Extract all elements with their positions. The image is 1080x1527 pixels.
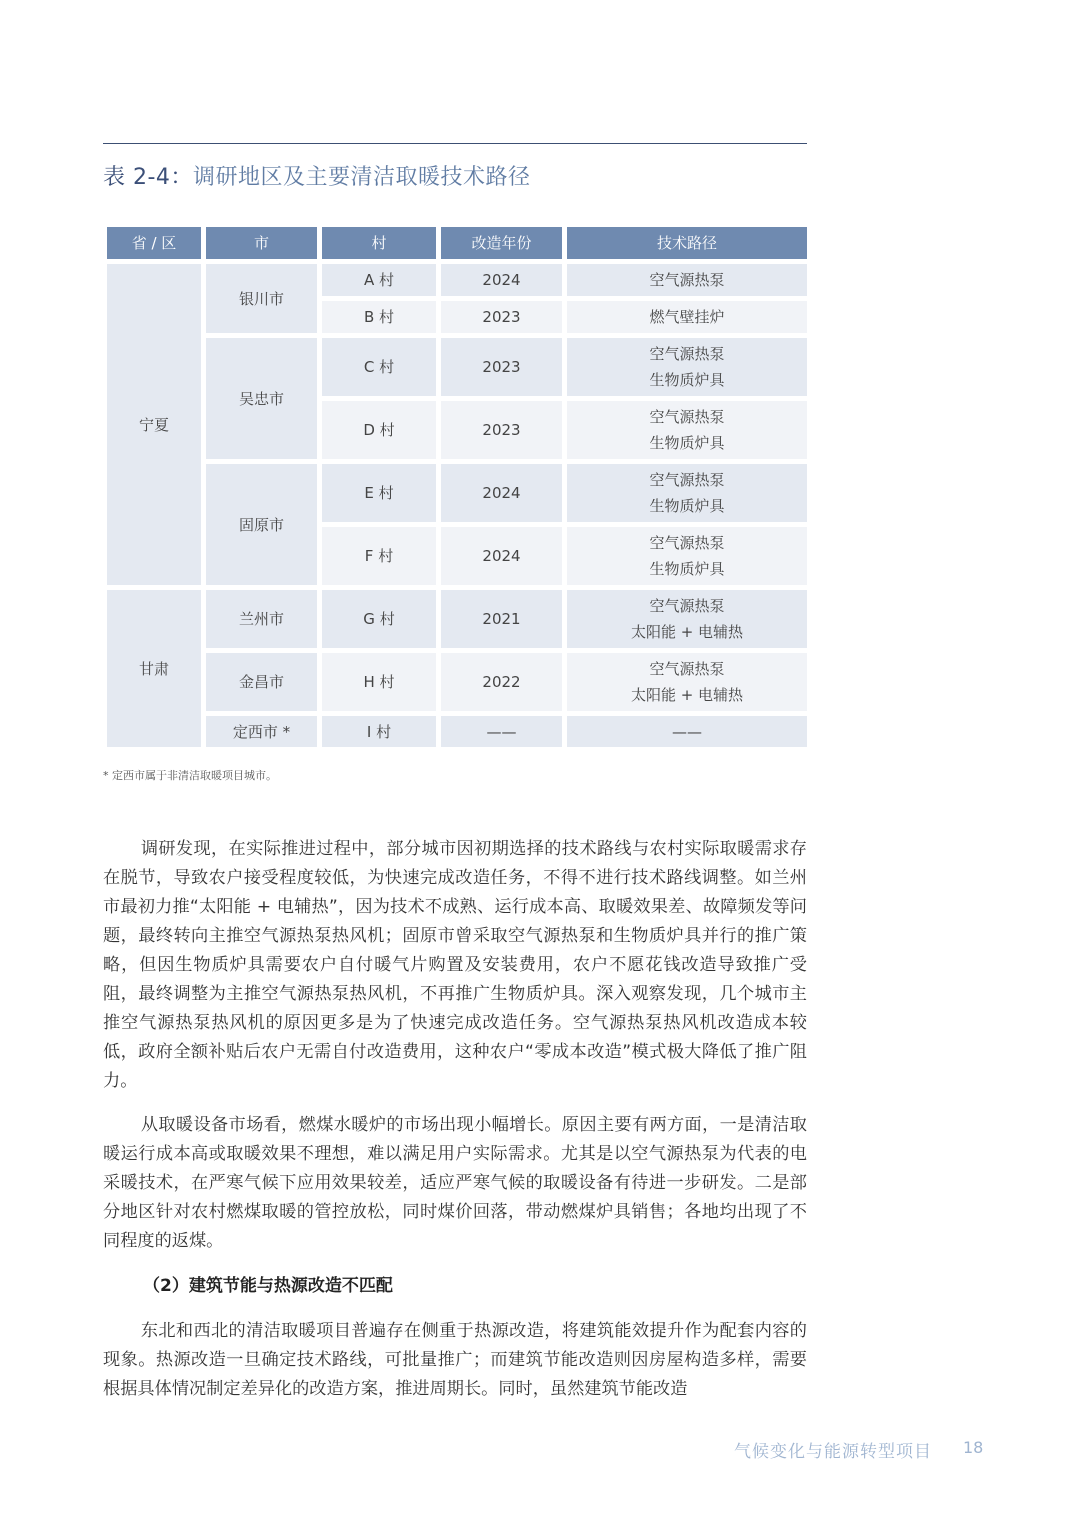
year-cell: 2024 [441,264,562,296]
year-cell: 2023 [441,401,562,459]
village-cell: I 村 [322,716,436,747]
tech-line: 空气源热泵 [649,597,725,615]
header-year: 改造年份 [441,227,562,259]
province-cell: 甘肃 [107,590,201,747]
header-tech: 技术路径 [567,227,807,259]
year-cell: —— [441,716,562,747]
header-city: 市 [206,227,317,259]
year-cell: 2024 [441,464,562,522]
tech-cell [567,464,807,522]
year-cell: 2021 [441,590,562,648]
body-paragraph-3 [103,1317,807,1404]
paragraph-text: 从取暖设备市场看，燃煤水暖炉的市场出现小幅增长。原因主要有两方面，一是清洁取暖运行成本高或取暖效果不理想，难以满足用户实际需求。尤其是以空气源热泵为代表的电采暖技术，在严寒气候下应用效果较差，适应严寒气候的取暖设备有待进一步研发。二是部分地区针对农村燃煤取暖的管控放松，同时煤价回落，带动燃煤炉具销售；各地均出现了不同程度的返煤。 [103,1115,807,1251]
body-paragraph-1 [103,835,807,1096]
city-cell: 固原市 [206,464,317,585]
village-cell: H 村 [322,653,436,711]
city-cell: 金昌市 [206,653,317,711]
village-cell: F 村 [322,527,436,585]
tech-cell [567,301,807,333]
data-table [107,227,807,747]
year-cell: 2023 [441,301,562,333]
year-cell: 2024 [441,527,562,585]
tech-line: 空气源热泵 [649,345,725,363]
tech-line: 太阳能 + 电辅热 [630,686,744,704]
tech-line: —— [672,722,702,741]
body-paragraph-2 [103,1111,807,1256]
city-cell: 定西市 * [206,716,317,747]
tech-cell [567,716,807,747]
village-cell: B 村 [322,301,436,333]
tech-line: 生物质炉具 [649,371,725,389]
tech-line: 空气源热泵 [649,271,725,289]
village-cell: A 村 [322,264,436,296]
page-number: 18 [963,1438,984,1457]
table-title-text: 调研地区及主要清洁取暖技术路径 [192,165,531,190]
paragraph-text: 东北和西北的清洁取暖项目普遍存在侧重于热源改造，将建筑能效提升作为配套内容的现象。热源改造一旦确定技术路线，可批量推广；而建筑节能改造则因房屋构造多样，需要根据具体情况制定差异化的改造方案，推进周期长。同时，虽然建筑节能改造 [103,1321,807,1399]
city-cell: 兰州市 [206,590,317,648]
section-subheading: （2）建筑节能与热源改造不匹配 [143,1276,393,1296]
tech-line: 空气源热泵 [649,408,725,426]
tech-line: 空气源热泵 [649,471,725,489]
footer-project-title: 气候变化与能源转型项目 [734,1442,932,1462]
tech-cell [567,590,807,648]
year-cell: 2022 [441,653,562,711]
village-cell: E 村 [322,464,436,522]
tech-line: 生物质炉具 [649,434,725,452]
tech-cell [567,264,807,296]
tech-line: 太阳能 + 电辅热 [630,623,744,641]
tech-line: 生物质炉具 [649,560,725,578]
year-cell: 2023 [441,338,562,396]
village-cell: D 村 [322,401,436,459]
city-cell: 吴忠市 [206,338,317,459]
paragraph-text: 调研发现，在实际推进过程中，部分城市因初期选择的技术路线与农村实际取暖需求存在脱节，导致农户接受程度较低，为快速完成改造任务，不得不进行技术路线调整。如兰州市最初力推“太阳能 + 电辅热”，因为技术不成熟、运行成本高、取暖效果差、故障频发等问题，最终转向主推空气源热泵热风机；固原市曾采取空气源热泵和生物质炉具并行的推广策略，但因生物质炉具需要农户自付暖气片购置及安装费用，农户不愿花钱改造导致推广受阻，最终调整为主推空气源热泵热风机，不再推广生物质炉具。深入观察发现，几个城市主推空气源热泵热风机的原因更多是为了快速完成改造任务。空气源热泵热风机改造成本较低，政府全额补贴后农户无需自付改造费用，这种农户“零成本改造”模式极大降低了推广阻力。 [103,839,807,1091]
tech-line: 空气源热泵 [649,660,725,678]
tech-cell [567,401,807,459]
header-village: 村 [322,227,436,259]
city-cell: 银川市 [206,264,317,333]
tech-cell [567,338,807,396]
tech-line: 生物质炉具 [649,497,725,515]
tech-cell [567,527,807,585]
table-number: 表 2-4： [103,165,193,190]
village-cell: G 村 [322,590,436,648]
top-rule [103,143,807,144]
header-province: 省 / 区 [107,227,201,259]
tech-line: 空气源热泵 [649,534,725,552]
village-cell: C 村 [322,338,436,396]
table-footnote: * 定西市属于非清洁取暖项目城市。 [103,769,277,782]
tech-cell [567,653,807,711]
tech-line: 燃气壁挂炉 [649,308,725,326]
province-cell: 宁夏 [107,264,201,585]
table-title [103,160,530,191]
